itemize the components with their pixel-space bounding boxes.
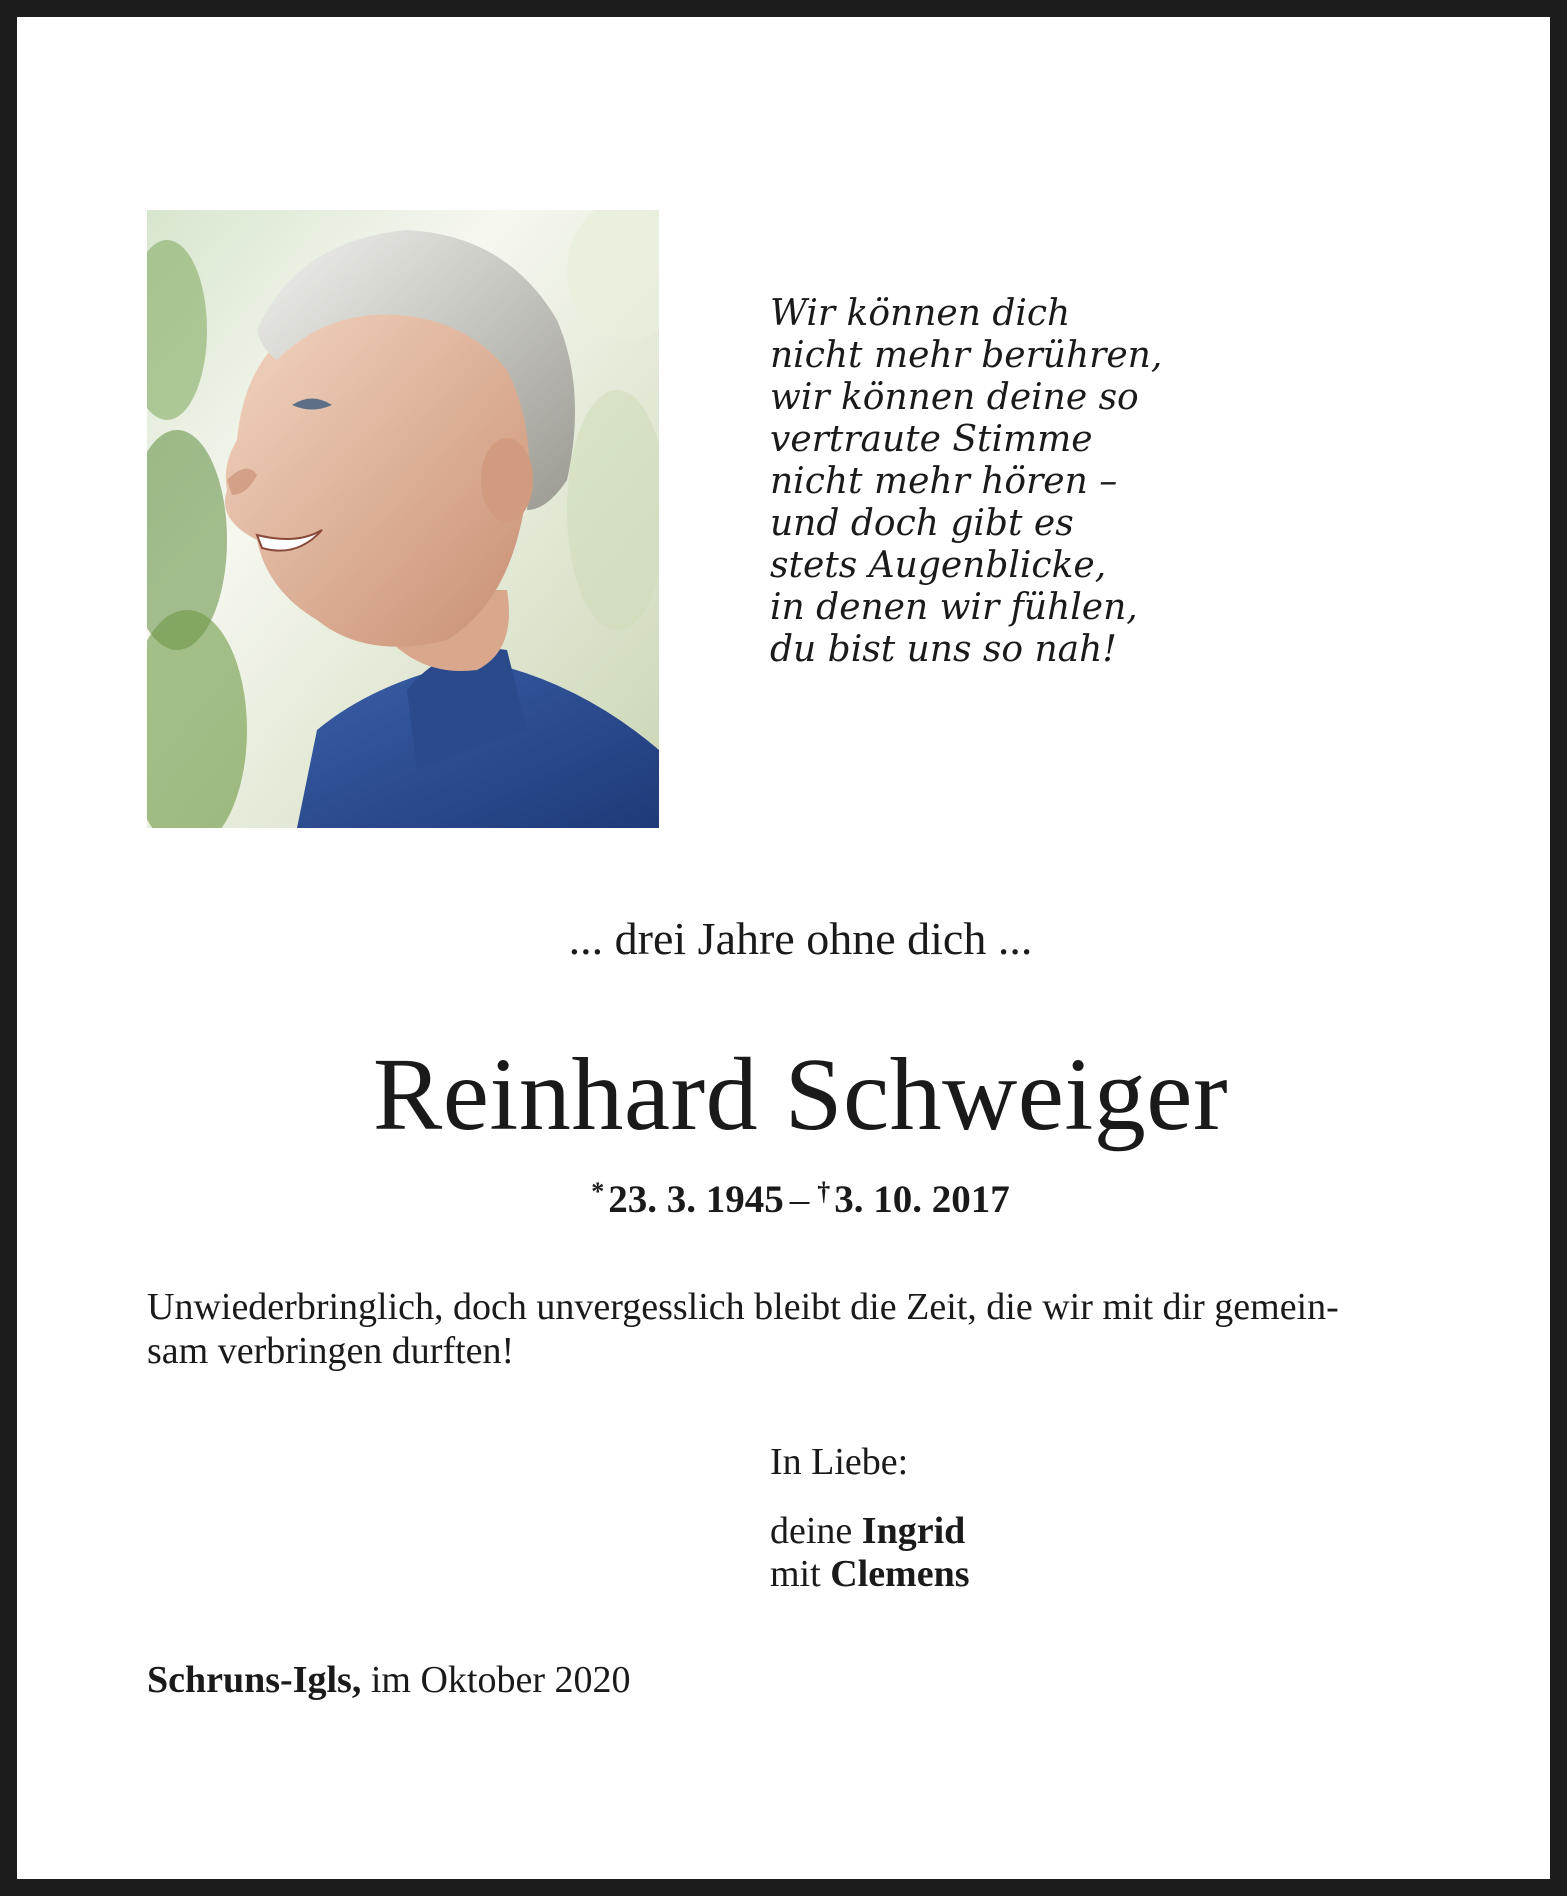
death-date: 3. 10. 2017 xyxy=(834,1178,1010,1221)
death-symbol: † xyxy=(817,1177,831,1206)
place-name: Schruns-Igls, xyxy=(147,1659,362,1701)
poem-line: stets Augenblicke, xyxy=(770,545,1107,586)
memorial-subtitle: ... drei Jahre ohne dich ... xyxy=(568,913,1033,964)
memorial-text xyxy=(147,1285,1467,1373)
place-and-date xyxy=(147,1657,630,1703)
poem-line: nicht mehr hören – xyxy=(770,461,1118,502)
poem-line: vertraute Stimme xyxy=(770,419,1093,460)
portrait-illustration xyxy=(147,210,659,828)
poem-line: nicht mehr berühren, xyxy=(770,335,1163,376)
poem-line: du bist uns so nah! xyxy=(770,629,1117,670)
signoff-line-1 xyxy=(770,1510,970,1553)
mourner-name: Ingrid xyxy=(861,1510,966,1552)
signoff-intro: In Liebe: xyxy=(770,1441,909,1483)
birth-date: 23. 3. 1945 xyxy=(608,1178,784,1221)
poem-line: in denen wir fühlen, xyxy=(770,587,1138,628)
poem xyxy=(770,293,1290,671)
poem-line: und doch gibt es xyxy=(770,503,1074,544)
signoff xyxy=(770,1441,970,1596)
mourner-name: Clemens xyxy=(830,1553,970,1595)
poem-line: Wir können dich xyxy=(770,293,1071,334)
portrait-photo xyxy=(147,210,659,828)
memorial-text-line: Unwiederbringlich, doch unvergesslich bleibt die Zeit, die wir mit dir gemein- xyxy=(147,1286,1339,1328)
birth-symbol: * xyxy=(591,1177,605,1206)
signoff-prefix: deine xyxy=(770,1510,862,1552)
life-dates xyxy=(17,1169,1567,1223)
signoff-prefix: mit xyxy=(770,1553,831,1595)
date-text: im Oktober 2020 xyxy=(361,1659,631,1701)
memorial-text-line: sam verbringen durften! xyxy=(147,1330,515,1372)
deceased-name: Reinhard Schweiger xyxy=(372,1037,1229,1152)
poem-line: wir können deine so xyxy=(770,377,1139,418)
signoff-line-2 xyxy=(770,1553,970,1596)
date-separator: – xyxy=(789,1178,810,1221)
